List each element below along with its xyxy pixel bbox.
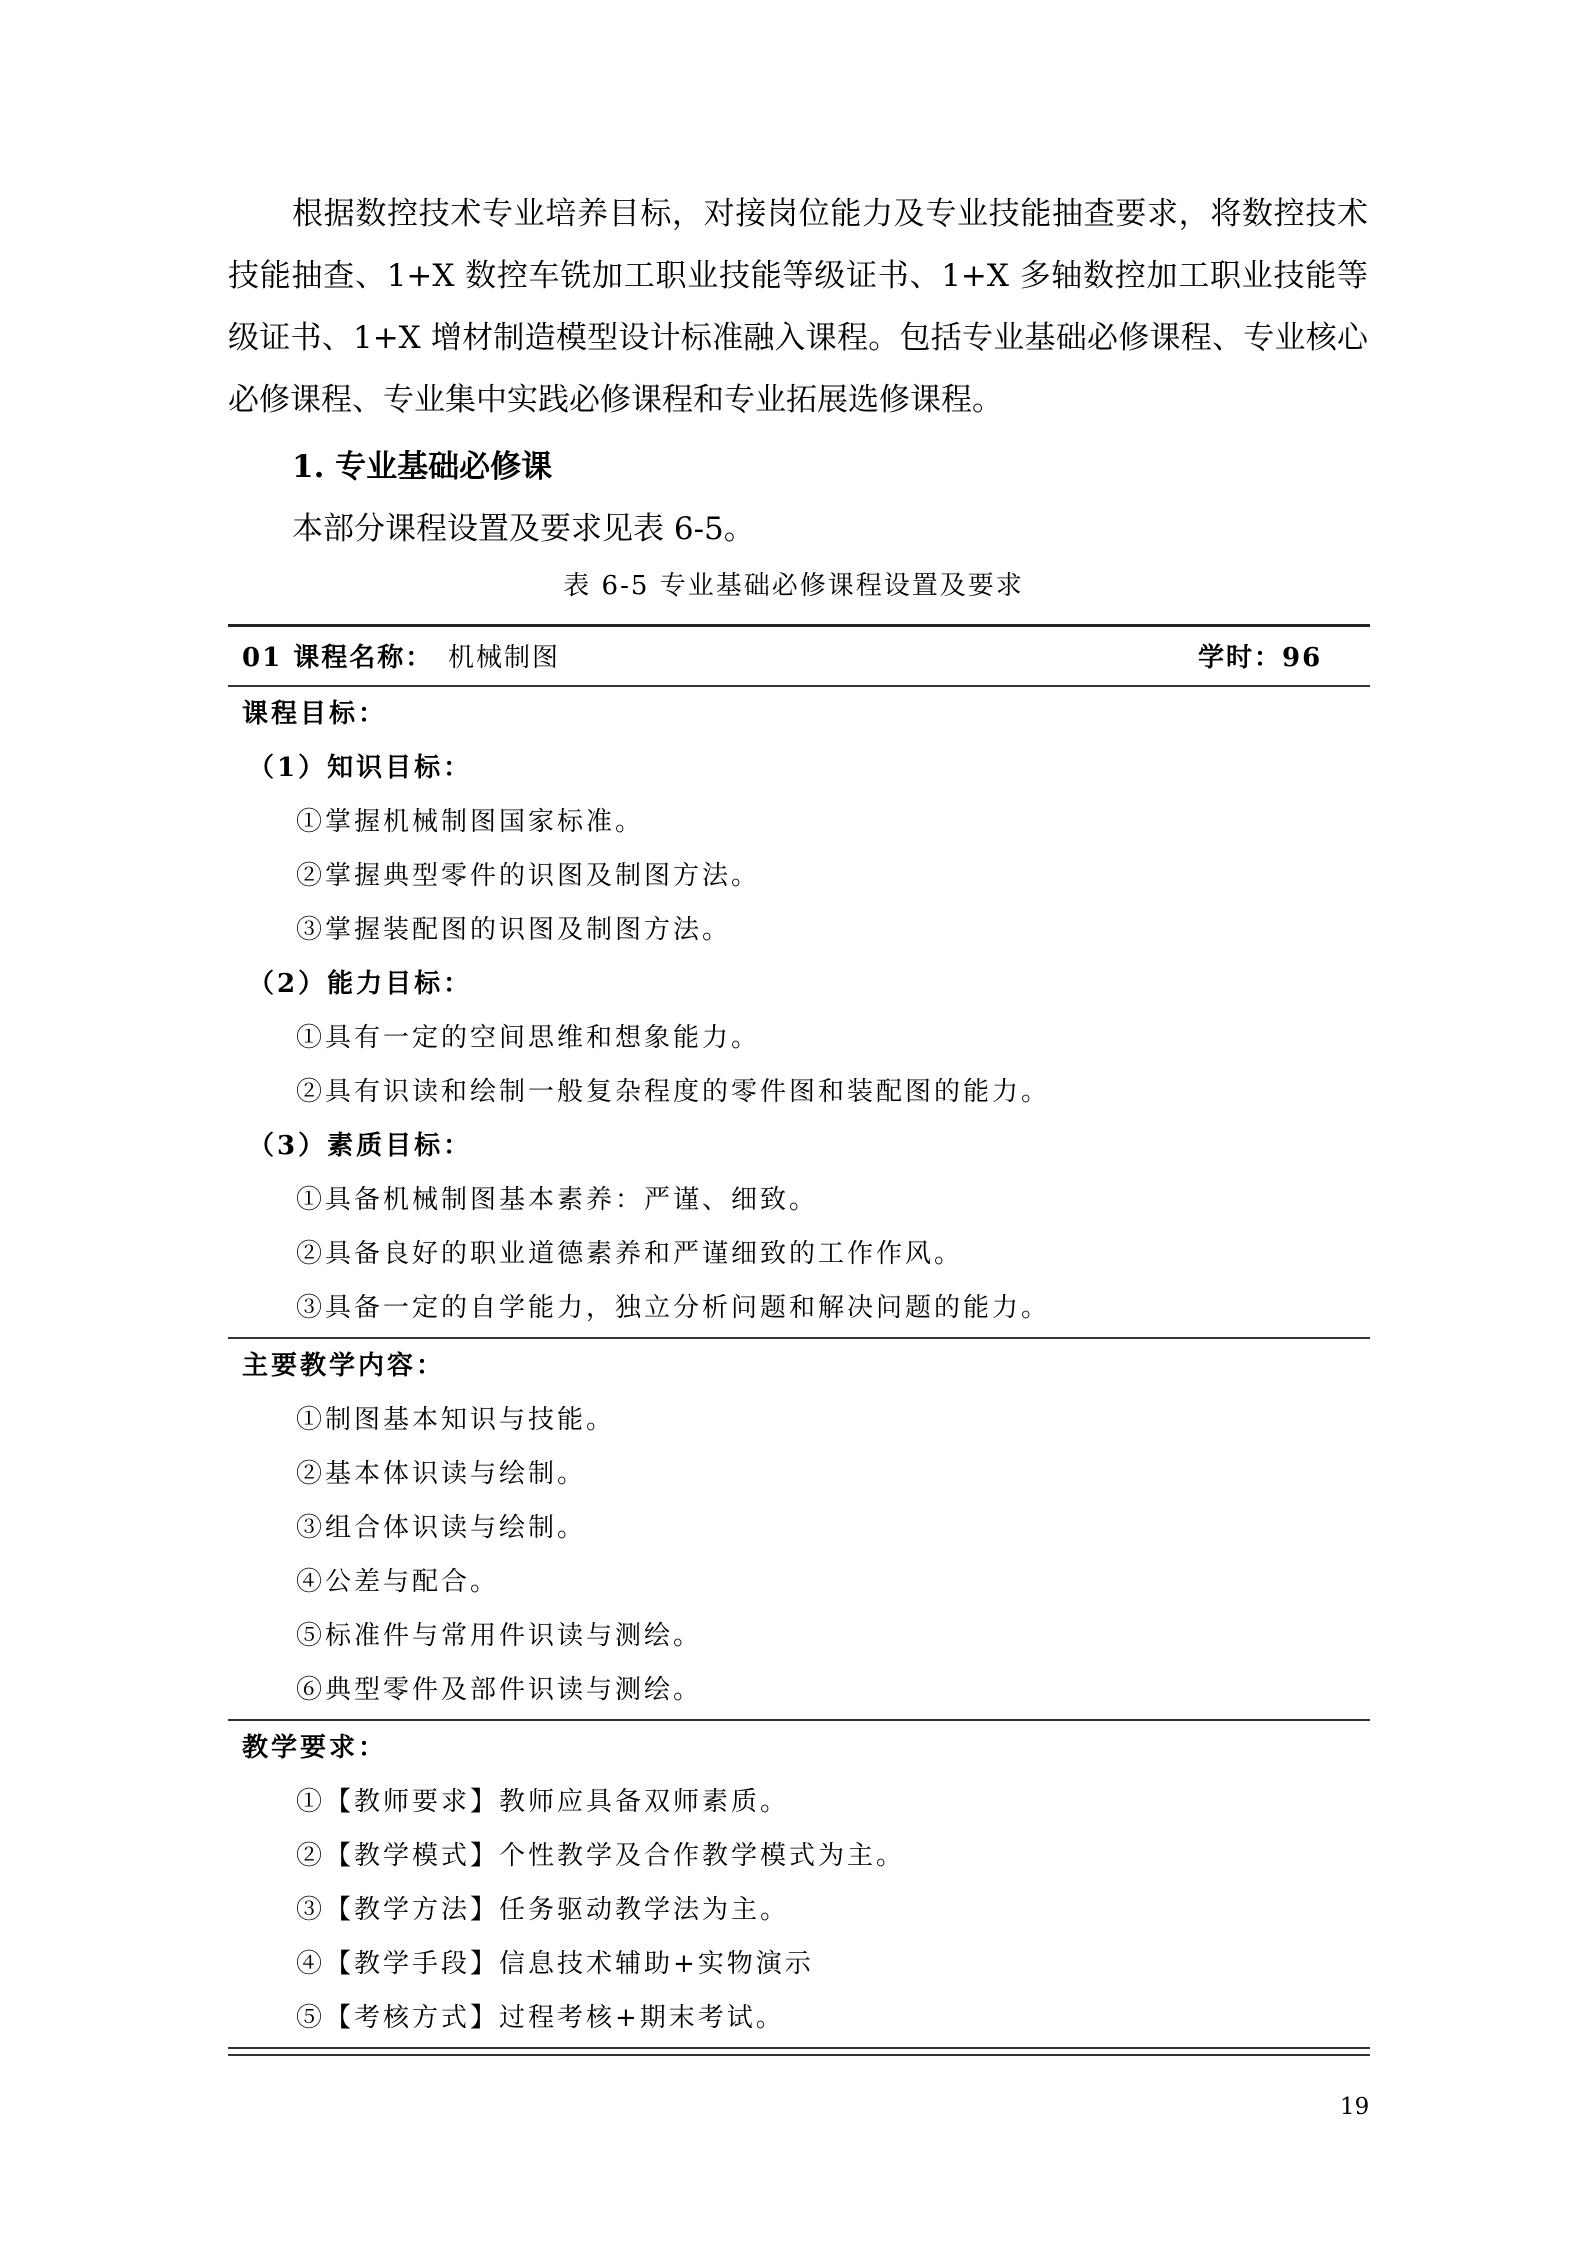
course-name-label: 01 课程名称： (242, 643, 434, 673)
list-item: ②掌握典型零件的识图及制图方法。 (296, 861, 761, 891)
objectives-title: 课程目标： (242, 699, 388, 729)
list-item: ⑤【考核方式】过程考核+期末考试。 (296, 2003, 785, 2033)
course-table (228, 624, 1370, 2056)
ability-title: （2）能力目标： (248, 969, 473, 999)
list-item: ②基本体识读与绘制。 (296, 1459, 587, 1489)
course-header-row (228, 627, 1370, 685)
list-item: ①具备机械制图基本素养：严谨、细致。 (296, 1185, 819, 1215)
knowledge-title: （1）知识目标： (248, 753, 473, 783)
content-section (228, 1339, 1370, 1719)
list-item: ①掌握机械制图国家标准。 (296, 807, 645, 837)
list-item: ②具有识读和绘制一般复杂程度的零件图和装配图的能力。 (296, 1077, 1051, 1107)
list-item: ④【教学手段】信息技术辅助+实物演示 (296, 1949, 814, 1979)
intro-paragraph: 根据数控技术专业培养目标，对接岗位能力及专业技能抽查要求，将数控技术技能抽查、1+X 数控车铣加工职业技能等级证书、1+X 多轴数控加工职业技能等级证书、1+X 增材制造模型设计标准融入课程。包括专业基础必修课程、专业核心必修课程、专业集中实践必修课程和专业拓展选修课程。 (228, 196, 1368, 418)
list-item: ③【教学方法】任务驱动教学法为主。 (296, 1895, 790, 1925)
objectives-section (228, 687, 1370, 1337)
list-item: ②【教学模式】个性教学及合作教学模式为主。 (296, 1841, 906, 1871)
list-item: ①【教师要求】教师应具备双师素质。 (296, 1787, 790, 1817)
list-item: ④公差与配合。 (296, 1567, 500, 1597)
list-item: ③具备一定的自学能力，独立分析问题和解决问题的能力。 (296, 1293, 1051, 1323)
section-heading: 1. 专业基础必修课 (292, 449, 553, 485)
requirements-section (228, 1721, 1370, 2047)
requirements-title: 教学要求： (242, 1733, 388, 1763)
intro-section (228, 183, 1368, 431)
course-hours: 学时：96 (1198, 643, 1323, 673)
list-item: ①制图基本知识与技能。 (296, 1405, 616, 1435)
list-item: ③组合体识读与绘制。 (296, 1513, 587, 1543)
table-caption: 表 6-5 专业基础必修课程设置及要求 (563, 571, 1024, 601)
list-item: ①具有一定的空间思维和想象能力。 (296, 1023, 761, 1053)
list-item: ②具备良好的职业道德素养和严谨细致的工作作风。 (296, 1239, 964, 1269)
course-name: 机械制图 (448, 643, 561, 673)
content-title: 主要教学内容： (242, 1351, 446, 1381)
list-item: ③掌握装配图的识图及制图方法。 (296, 915, 732, 945)
page-number: 19 (1340, 2094, 1370, 2120)
list-item: ⑥典型零件及部件识读与测绘。 (296, 1675, 703, 1705)
list-item: ⑤标准件与常用件识读与测绘。 (296, 1621, 703, 1651)
quality-title: （3）素质目标： (248, 1131, 473, 1161)
table-reference: 本部分课程设置及要求见表 6-5。 (292, 511, 755, 547)
table-bottom-rule (228, 2047, 1370, 2056)
